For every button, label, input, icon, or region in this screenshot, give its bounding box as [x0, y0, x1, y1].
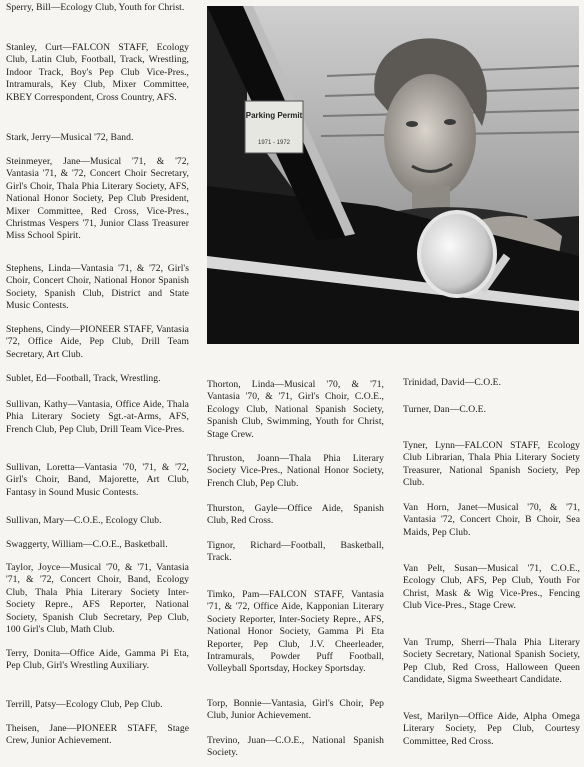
entry-sullivan-mary: Sullivan, Mary—C.O.E., Ecology Club. — [6, 515, 162, 526]
entry-vest: Vest, Marilyn—Office Aide, Alpha Omega Literary Society, Pep Club, Courtesy Committee, Red Cross. — [403, 711, 580, 747]
entry-theisen: Theisen, Jane—PIONEER STAFF, Stage Crew, Junior Achievement. — [6, 723, 189, 747]
entry-trinidad: Trinidad, David—C.O.E. — [403, 377, 502, 388]
parking-permit-sticker — [245, 101, 303, 153]
entry-thurston: Thurston, Gayle—Office Aide, Spanish Club, Red Cross. — [207, 503, 384, 527]
sticker-years: 1971 - 1972 — [257, 140, 291, 146]
entry-sperry: Sperry, Bill—Ecology Club, Youth for Christ. — [6, 2, 185, 13]
entry-stanley: Stanley, Curt—FALCON STAFF, Ecology Club, Latin Club, Football, Track, Wrestling, Indoor Track, Boy's Pep Club Vice-Pres., Intramurals, Key Club, Mixer Committee, KBEY Correspondent, Cross Country, AFS. — [6, 42, 189, 103]
entry-thorton: Thorton, Linda—Musical '70, & '71, Vantasia '70, & '71, Girl's Choir, C.O.E., Ecology Club, National Spanish Society, Spanish Club, Swimming, Youth for Christ, Stage Crew. — [207, 379, 384, 440]
entry-taylor: Taylor, Joyce—Musical '70, & '71, Vantasia '71, & '72, Concert Choir, Band, Ecology Club, Thala Phia Literary Society Inter-Society Repre., AFS Reporter, National Society, Spanish Club Secretary, Pep Club, 100 Girl's Club, Math Club. — [6, 562, 189, 636]
car-photo — [207, 6, 579, 344]
entry-trevino: Trevino, Juan—C.O.E., National Spanish Society. — [207, 735, 384, 759]
entry-stark: Stark, Jerry—Musical '72, Band. — [6, 132, 134, 143]
entry-terrill: Terrill, Patsy—Ecology Club, Pep Club. — [6, 699, 163, 710]
entry-steinmeyer: Steinmeyer, Jane—Musical '71, & '72, Vantasia '71, & '72, Concert Choir Secretary, Girl's Choir, Thala Phia Literary Society, AFS, National Honor Society, Pep Club President, Mixer Committee, Red Cross, Vice-Pres., Christmas Vespers '71, Junior Class Treasurer Miss School Spirit. — [6, 156, 189, 242]
entry-terry: Terry, Donita—Office Aide, Gamma Pi Eta, Pep Club, Girl's Wrestling Auxiliary. — [6, 648, 189, 672]
entry-tignor: Tignor, Richard—Football, Basketball, Track. — [207, 540, 384, 564]
entry-van-horn: Van Horn, Janet—Musical '70, & '71, Vantasia '72, Concert Choir, B Choir, Sea Maids, Pep Club. — [403, 502, 580, 538]
entry-sullivan-kathy: Sullivan, Kathy—Vantasia, Office Aide, Thala Phia Literary Society Sgt.-at-Arms, AFS, French Club, Pep Club, Drill Team Vice-Pres. — [6, 399, 189, 435]
entry-stephens-cindy: Stephens, Cindy—PIONEER STAFF, Vantasia '72, Office Aide, Pep Club, Drill Team Secretary, Art Club. — [6, 324, 189, 360]
entry-van-pelt: Van Pelt, Susan—Musical '71, C.O.E., Ecology Club, AFS, Pep Club, Youth For Christ, Mask & Wig Vice-Pres., Fencing Club Vice-Pres., Stage Crew. — [403, 563, 580, 612]
entry-sullivan-loretta: Sullivan, Loretta—Vantasia '70, '71, & '72, Girl's Choir, Band, Majorette, Art Club, Fantasy in Sound Music Contests. — [6, 462, 189, 498]
entry-timko: Timko, Pam—FALCON STAFF, Vantasia '71, & '72, Office Aide, Kapponian Literary Society Reporter, Inter-Society Repre., AFS, National Honor Society, Gamma Pi Eta Reporter, Pep Club, J.V. Cheerleader, Intramurals, Powder Puff Football, Volleyball Sportsday, Hockey Sportsday. — [207, 589, 384, 675]
entry-swaggerty: Swaggerty, William—C.O.E., Basketball. — [6, 539, 168, 550]
entry-thruston: Thruston, Joann—Thala Phia Literary Society Vice-Pres., National Honor Society, French Club, Pep Club. — [207, 453, 384, 489]
entry-turner: Turner, Dan—C.O.E. — [403, 404, 487, 415]
entry-torp: Torp, Bonnie—Vantasia, Girl's Choir, Pep Club, Junior Achievement. — [207, 698, 384, 722]
entry-tyner: Tyner, Lynn—FALCON STAFF, Ecology Club Librarian, Thala Phia Literary Society Treasurer, National Spanish Society, Pep Club. — [403, 440, 580, 489]
entry-stephens-linda: Stephens, Linda—Vantasia '71, & '72, Girl's Choir, Concert Choir, National Honor Spanish Society, Spanish Club, District and State Music Contests. — [6, 263, 189, 312]
photo-illustration — [207, 6, 579, 344]
entry-van-trump: Van Trump, Sherri—Thala Phia Literary Society Secretary, National Spanish Society, Pep Club, Red Cross, Halloween Queen Candidate, Sigma Sweetheart Candidate. — [403, 637, 580, 686]
entry-sublet: Sublet, Ed—Football, Track, Wrestling. — [6, 373, 161, 384]
sticker-title: Parking Permit — [245, 111, 303, 120]
